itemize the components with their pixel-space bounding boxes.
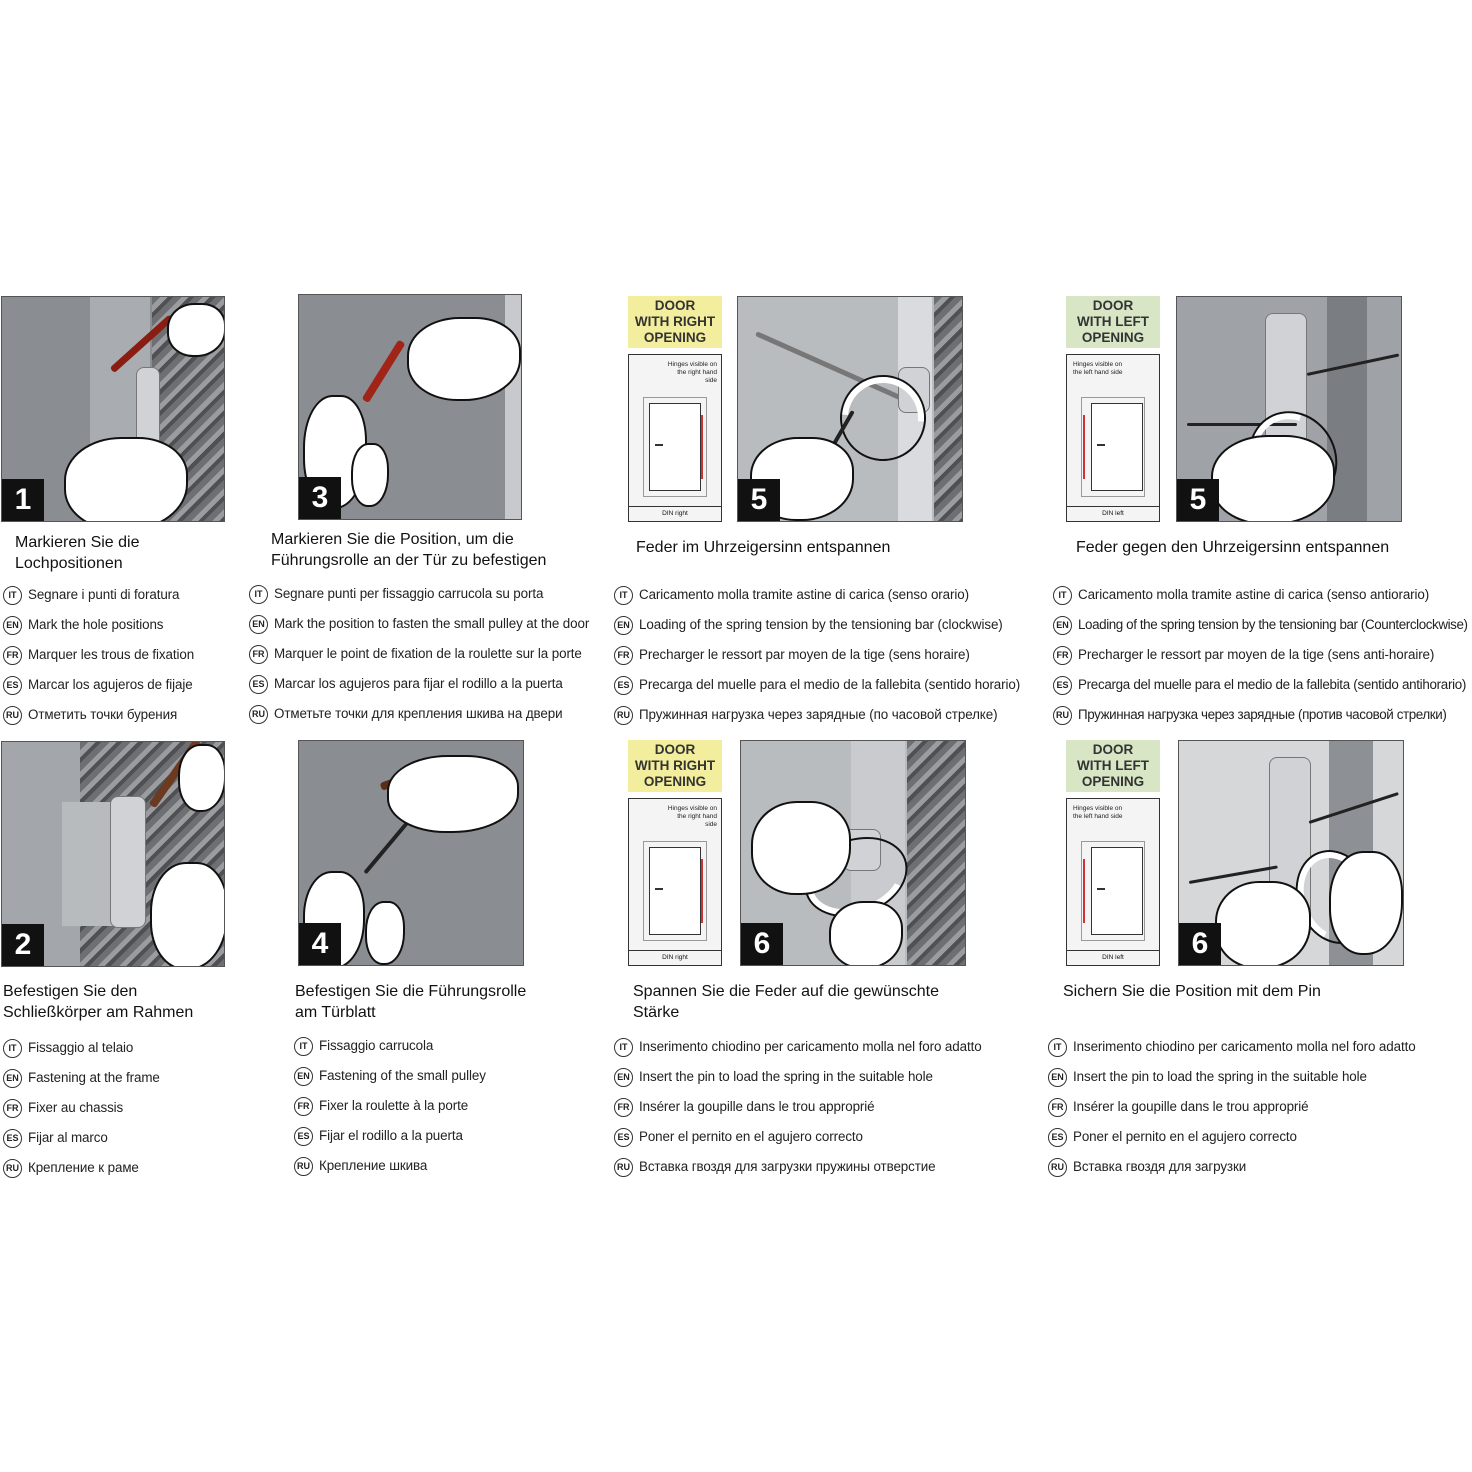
step-6-right-title: Spannen Sie die Feder auf die gewünschte Stärke: [633, 983, 939, 1021]
step-6-left-photo: [1178, 740, 1404, 966]
din-left-diagram: Hinges visible on the left hand side DIN left: [1066, 354, 1160, 522]
step-2-photo: [1, 741, 225, 967]
step-number-badge: 3: [299, 477, 341, 519]
step-1-title: Markieren Sie die Lochpositionen: [15, 534, 140, 572]
step-number-badge: 4: [299, 923, 341, 965]
step-3-title: Markieren Sie die Position, um die Führungsrolle an der Tür zu befestigen: [271, 531, 547, 569]
step-number-badge: 6: [741, 923, 783, 965]
step-number-badge: 6: [1179, 923, 1221, 965]
step-number-badge: 5: [1177, 479, 1219, 521]
step-number-badge: 1: [2, 479, 44, 521]
door-left-opening-label: DOOR WITH LEFT OPENING: [1066, 296, 1160, 348]
step-5-right-photo: [737, 296, 963, 522]
step-6-left-title: Sichern Sie die Position mit dem Pin: [1063, 983, 1321, 1000]
din-right-diagram: Hinges visible on the right hand side DIN right: [628, 798, 722, 966]
step-5-left-photo: [1176, 296, 1402, 522]
din-left-diagram: Hinges visible on the left hand side DIN left: [1066, 798, 1160, 966]
door-left-opening-label: DOOR WITH LEFT OPENING: [1066, 740, 1160, 792]
step-1-photo: [1, 296, 225, 522]
step-3-photo: [298, 294, 522, 520]
step-2-title: Befestigen Sie den Schließkörper am Rahmen: [3, 983, 194, 1021]
step-number-badge: 2: [2, 924, 44, 966]
step-4-photo: [298, 740, 524, 966]
door-right-opening-label: DOOR WITH RIGHT OPENING: [628, 296, 722, 348]
step-6-right-photo: [740, 740, 966, 966]
step-4-title: Befestigen Sie die Führungsrolle am Türblatt: [295, 983, 527, 1021]
step-number-badge: 5: [738, 479, 780, 521]
din-right-diagram: Hinges visible on the right hand side DIN right: [628, 354, 722, 522]
step-5-left-title: Feder gegen den Uhrzeigersinn entspannen: [1076, 539, 1390, 556]
step-5-right-title: Feder im Uhrzeigersinn entspannen: [636, 539, 891, 556]
door-right-opening-label: DOOR WITH RIGHT OPENING: [628, 740, 722, 792]
